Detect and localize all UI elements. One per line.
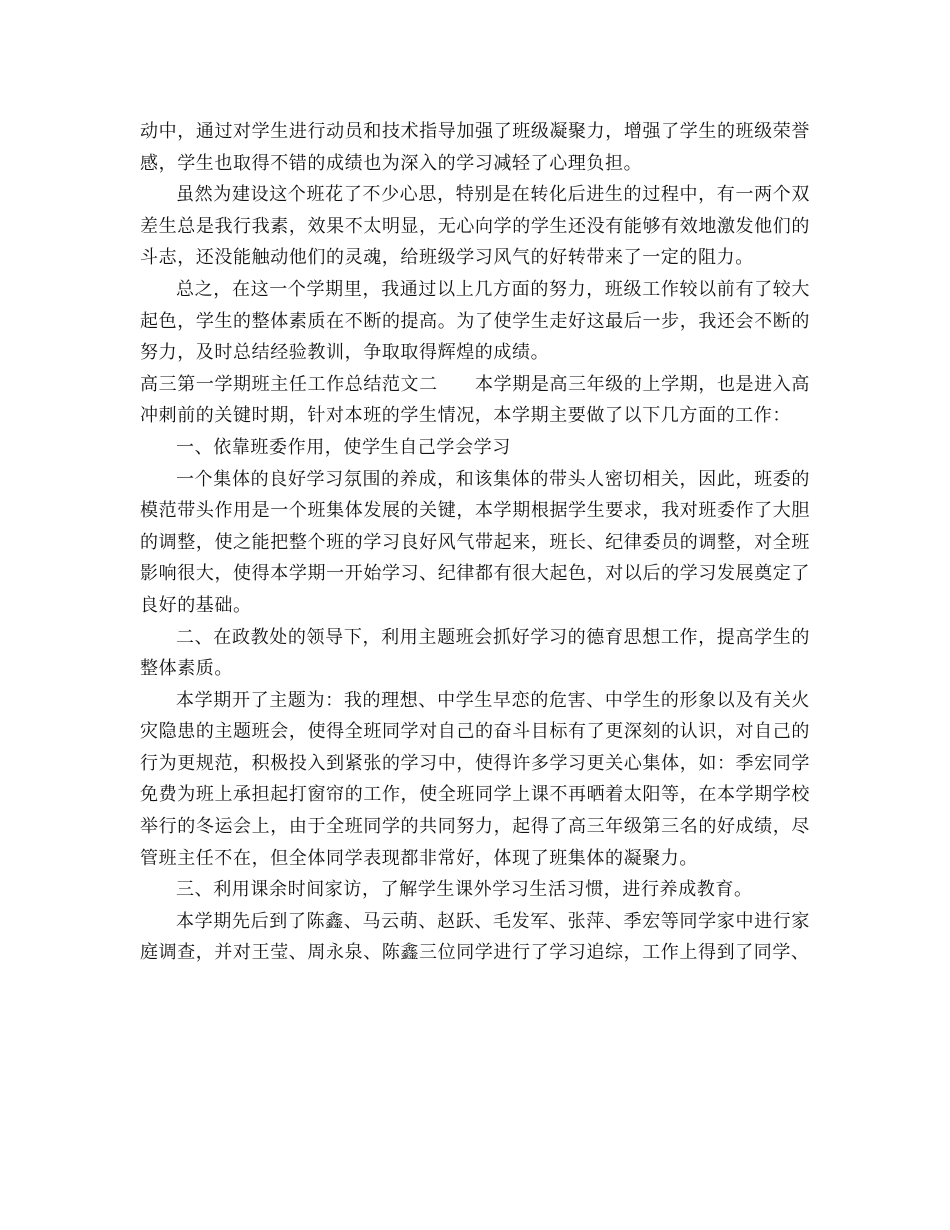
paragraph-1: 动中，通过对学生进行动员和技术指导加强了班级凝聚力，增强了学生的班级荣誉感，学生也取得不错的成绩也为深入的学习减轻了心理负担。 bbox=[140, 121, 810, 174]
paragraph-3: 总之，在这一个学期里，我通过以上几方面的努力，班级工作较以前有了较大起色，学生的整体素质在不断的提高。为了使学生走好这最后一步，我还会不断的努力，及时总结经验教训，争取取得辉煌的成绩。 bbox=[140, 278, 810, 364]
paragraph-10: 本学期先后到了陈鑫、马云萌、赵跃、毛发军、张萍、季宏等同学家中进行家庭调查，并对王莹、周永泉、陈鑫三位同学进行了学习追综，工作上得到了同学、 bbox=[140, 910, 810, 964]
section-heading-2: 二、在政教处的领导下，利用主题班会抓好学习的德育思想工作，提高学生的整体素质。 bbox=[140, 626, 810, 680]
paragraph-4-heading: 高三第一学期班主任工作总结范文二 本学期是高三年级的上学期，也是进入高冲刺前的关键时期，针对本班的学生情况，本学期主要做了以下几方面的工作： bbox=[140, 373, 810, 427]
section-heading-1: 一、依靠班委作用，使学生自己学会学习 bbox=[176, 436, 511, 458]
document-body bbox=[140, 116, 810, 969]
paragraph-8: 本学期开了主题为：我的理想、中学生早恋的危害、中学生的形象以及有关火灾隐患的主题班会，使得全班同学对自己的奋斗目标有了更深刻的认识，对自己的行为更规范，积极投入到紧张的学习中，使得许多学习更关心集体，如：季宏同学免费为班上承担起打窗帘的工作，使全班同学上课不再晒着太阳等，在本学期学校举行的冬运会上，由于全班同学的共同努力，起得了高三年级第三名的好成绩，尽管班主任不在，但全体同学表现都非常好，体现了班集体的凝聚力。 bbox=[140, 689, 810, 869]
paragraph-6: 一个集体的良好学习氛围的养成，和该集体的带头人密切相关，因此，班委的模范带头作用是一个班集体发展的关键，本学期根据学生要求，我对班委作了大胆的调整，使之能把整个班的学习良好风气带起来，班长、纪律委员的调整，对全班影响很大，使得本学期一开始学习、纪律都有很大起色，对以后的学习发展奠定了良好的基础。 bbox=[140, 468, 810, 616]
paragraph-2: 虽然为建设这个班花了不少心思，特别是在转化后进生的过程中，有一两个双差生总是我行我素，效果不太明显，无心向学的学生还没有能够有效地激发他们的斗志，还没能触动他们的灵魂，给班级学习风气的好转带来了一定的阻力。 bbox=[140, 184, 810, 269]
section-heading-3: 三、利用课余时间家访，了解学生课外学习生活习惯，进行养成教育。 bbox=[176, 879, 753, 901]
